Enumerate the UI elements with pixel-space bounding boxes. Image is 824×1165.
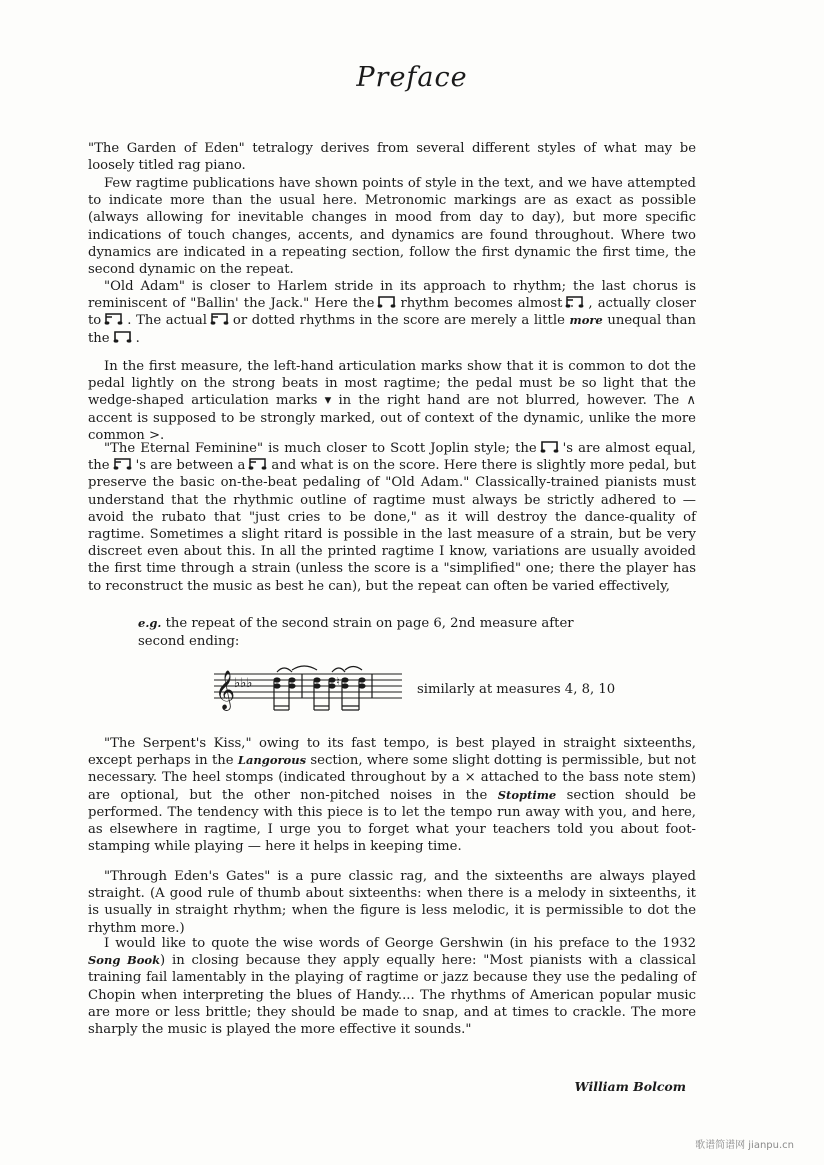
rhythm-even-eighths-icon [113,331,133,343]
emphasis-song-book: Song Book [88,953,161,968]
svg-text:𝄞: 𝄞 [215,670,236,710]
rhythm-even-eighths-icon [540,441,560,453]
music-caption: similarly at measures 4, 8, 10 [417,682,616,697]
rhythm-dotted-icon [565,296,585,308]
site-watermark: 歌谱简谱网 jianpu.cn [695,1140,794,1151]
paragraph-gershwin-quote: I would like to quote the wise words of George Gershwin (in his preface to the 1932 Song Book) in closing because they apply equally here: "Most pianists with a classical training fail lamentably in the playing of ragtime or jazz because they use the pedaling of Chopin when interpreting the blues of Handy.... The rhythms of American popular music are more or less brittle; they should be made to snap, and at times to crackle. The more sharply the music is played the more effective it sounds." [88,936,696,1038]
paragraph-eternal-feminine: "The Eternal Feminine" is much closer to Scott Joplin style; the 's are almost equal, the 's are between a and what is on the score. Here there is slightly more pedal, but preserve the basic on-the-beat pedaling of "Old Adam." Classically-trained pianists must understand that the rhythmic outline of ragtime must always be strictly adhered to — avoid the rubato that "just cries to be done," as it will destroy the dance-quality of ragtime. Sometimes a slight ritard is possible in the last measure of a strain, but be very discreet even about this. In all the printed ragtime I know, variations are usually avoided the first time through a strain (unless the score is a "simplified" one; there the player has to reconstruct the music as best he can), but the repeat can often be varied effectively, [88,441,697,594]
paragraph-publications: Few ragtime publications have shown points of style in the text, and we have attempted to indicate more than the usual here. Metronomic markings are as exact as possible (always allowing for inevitable changes in mood from day to day), but more specific indications of touch changes, accents, and dynamics are found throughout. Where two dynamics are indicated in a repeating section, follow the first dynamic the first time, the second dynamic on the repeat. [88,176,696,278]
rhythm-triplet-icon [104,313,124,325]
eg-label: e.g. [138,616,162,630]
page-title: Preface [356,62,468,93]
example-intro: e.g. the repeat of the second strain on page 6, 2nd measure after second ending: [138,616,574,649]
paragraph-intro: "The Garden of Eden" tetralogy derives from several different styles of what may be loosely titled rag piano. [88,141,696,174]
rhythm-swing-icon [210,313,230,325]
rhythm-triplet-icon [248,458,268,470]
paragraph-old-adam: "Old Adam" is closer to Harlem stride in its approach to rhythm; the last chorus is reminiscent of "Ballin' the Jack." Here the rhythm becomes almost , actually closer to . The actual or dotted rhythms in the score are merely a little more unequal than the . [88,279,696,346]
emphasis-langorous: Langorous [237,753,307,768]
rhythm-dotted-icon [113,458,133,470]
paragraph-serpents-kiss: "The Serpent's Kiss," owing to its fast tempo, is best played in straight sixteenths, except perhaps in the Langorous section, where some slight dotting is permissible, but not necessary. The heel stomps (indicated throughout by a × attached to the bass note stem) are optional, but the other non-pitched noises in the Stoptime section should be performed. The tendency with this piece is to let the tempo run away with you, and here, as elsewhere in ragtime, I urge you to forget what your teachers told you about foot-stamping while playing — here it helps in keeping time. [88,736,696,855]
emphasis-more: more [569,313,603,328]
music-example-staff [212,660,407,720]
svg-text:♭♭♭: ♭♭♭ [234,676,253,691]
paragraph-first-measure: In the first measure, the left-hand articulation marks show that it is common to dot the pedal lightly on the strong beats in most ragtime; the pedal must be so light that the wedge-shaped articulation marks ▾ in the right hand are not blurred, however. The ∧ accent is supposed to be strongly marked, out of context of the dynamic, unlike the more common >. [88,359,696,443]
author-signature: William Bolcom [574,1079,686,1094]
rhythm-even-eighths-icon [377,296,397,308]
paragraph-edens-gates: "Through Eden's Gates" is a pure classic rag, and the sixteenths are always played straight. (A good rule of thumb about sixteenths: when there is a melody in sixteenths, it is usually in straight rhythm; when the figure is less melodic, it is permissible to dot the rhythm more.) [88,869,696,936]
emphasis-stoptime: Stoptime [497,787,557,802]
svg-text:♮: ♮ [336,675,340,688]
